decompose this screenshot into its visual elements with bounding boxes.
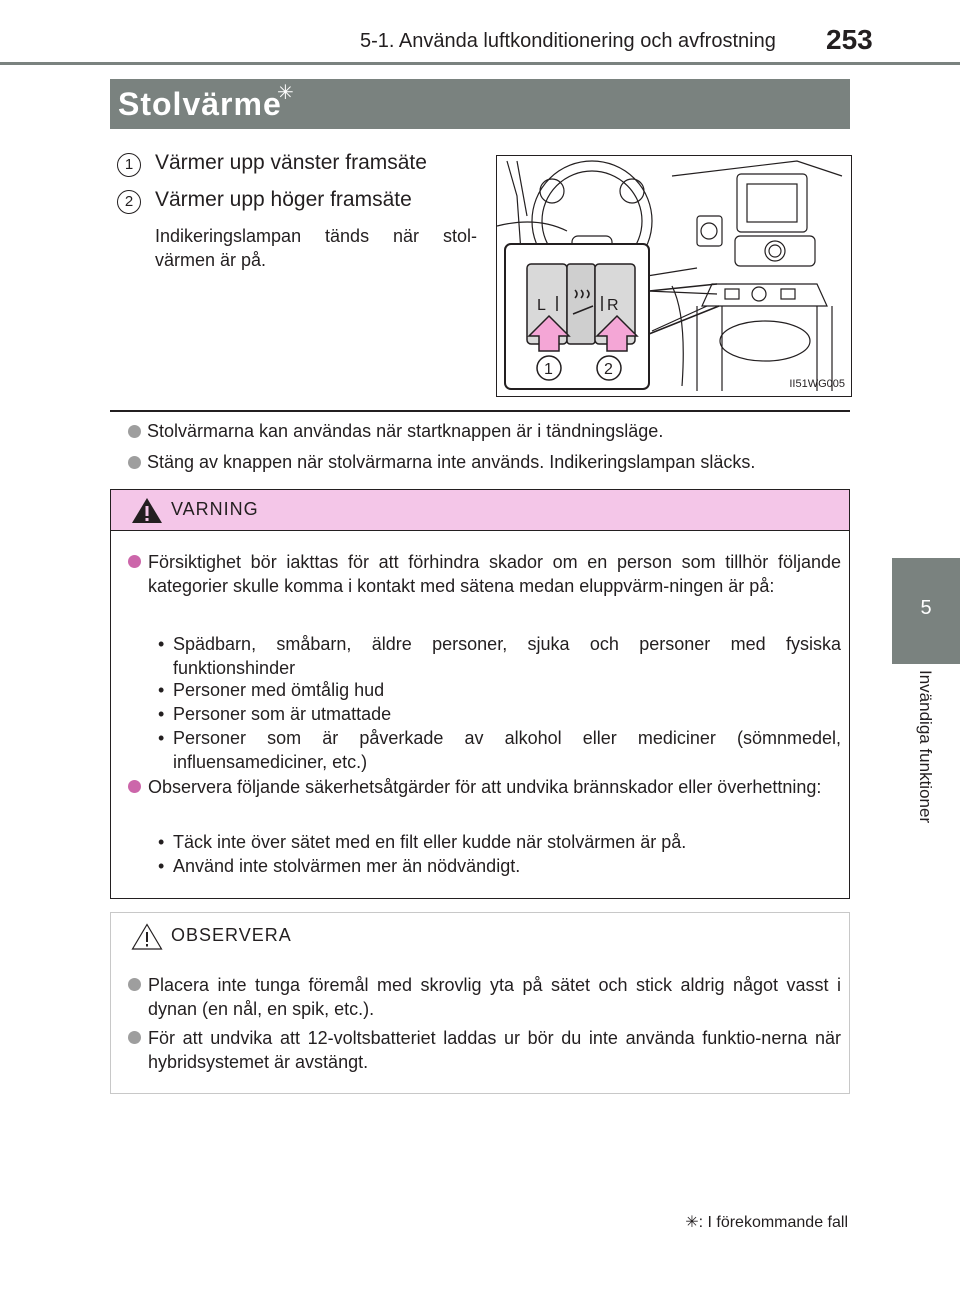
switch-right-label: R (607, 297, 619, 314)
warning-list-item-6: Använd inte stolvärmen mer än nödvändigt. (173, 856, 521, 876)
warning-box (110, 489, 850, 899)
warning-list-item-4: Personer som är påverkade av alkohol eller mediciner (sömnmedel, influensamediciner, etc.) (173, 728, 841, 772)
warning-paragraph-1: Försiktighet bör iakttas för att förhindra skador om en person som tillhör följande kategorier skulle komma i kontakt med sätena medan eluppvärm-ningen är på: (148, 552, 841, 596)
item-number-1: 1 (117, 153, 141, 177)
notice-item-2: För att undvika att 12-voltsbatteriet laddas ur bör du inte använda funktio-nerna när hybridsystemet är avstängt. (148, 1028, 841, 1072)
bullet-2: Stäng av knappen när stolvärmarna inte används. Indikeringslampan släcks. (128, 452, 755, 473)
bullet-dot-icon (128, 425, 141, 438)
warning-label: VARNING (171, 499, 259, 519)
asterisk-icon: ✳ (277, 82, 294, 104)
footnote (685, 1212, 848, 1232)
page-number: 253 (826, 24, 873, 55)
footnote-text: : I förekommande fall (698, 1214, 848, 1231)
list-bullet-icon: • (158, 832, 165, 852)
list-bullet-icon: • (158, 728, 165, 748)
figure-code: II51WG005 (789, 378, 845, 390)
section-divider (110, 410, 850, 412)
list-bullet-icon: • (158, 634, 165, 654)
chapter-label: Invändiga funktioner (916, 670, 935, 824)
callout-1: 1 (544, 361, 553, 378)
notice-label: OBSERVERA (171, 925, 292, 945)
item-text-1: Värmer upp vänster framsäte (155, 151, 427, 174)
warning-paragraph-2: Observera följande säkerhetsåtgärder för att undvika brännskador eller överhettning: (148, 777, 822, 797)
asterisk-icon: ✳ (685, 1214, 699, 1231)
chapter-number: 5 (920, 597, 932, 619)
header-divider (0, 62, 960, 65)
list-bullet-icon: • (158, 704, 165, 724)
warning-bullet-icon (128, 780, 141, 793)
notice-bullet-icon (128, 1031, 141, 1044)
item-text-2: Värmer upp höger framsäte (155, 188, 412, 211)
bullet-1: Stolvärmarna kan användas när startknappen är i tändningsläge. (128, 421, 663, 442)
item-note: Indikeringslampan tänds när stol-värmen är på. (155, 226, 477, 270)
warning-list-item-1: Spädbarn, småbarn, äldre personer, sjuka och personer med fysiska funktionshinder (173, 634, 841, 678)
list-bullet-icon: • (158, 856, 165, 876)
notice-box (110, 912, 850, 1094)
switch-left-label: L (537, 297, 546, 314)
running-header-title: 5-1. Använda luftkonditionering och avfrostning (360, 30, 776, 52)
warning-header (111, 490, 849, 531)
item-number-2: 2 (117, 190, 141, 214)
warning-list-item-5: Täck inte över sätet med en filt eller kudde när stolvärmen är på. (173, 832, 687, 852)
chapter-label-container (870, 670, 960, 860)
warning-bullet-icon (128, 555, 141, 568)
callout-2: 2 (604, 361, 613, 378)
bullet-dot-icon (128, 456, 141, 469)
notice-triangle-icon (131, 923, 163, 950)
notice-bullet-icon (128, 978, 141, 991)
seat-heater-figure (496, 155, 852, 397)
warning-list-item-3: Personer som är utmattade (173, 704, 392, 724)
list-bullet-icon: • (158, 680, 165, 700)
section-title: Stolvärme (118, 86, 282, 122)
notice-item-1: Placera inte tunga föremål med skrovlig yta på sätet och stick aldrig något vasst i dynan (en nål, en spik, etc.). (148, 975, 841, 1019)
warning-list-item-2: Personer med ömtålig hud (173, 680, 385, 700)
dashboard-illustration (497, 156, 851, 396)
warning-triangle-icon (131, 497, 163, 524)
